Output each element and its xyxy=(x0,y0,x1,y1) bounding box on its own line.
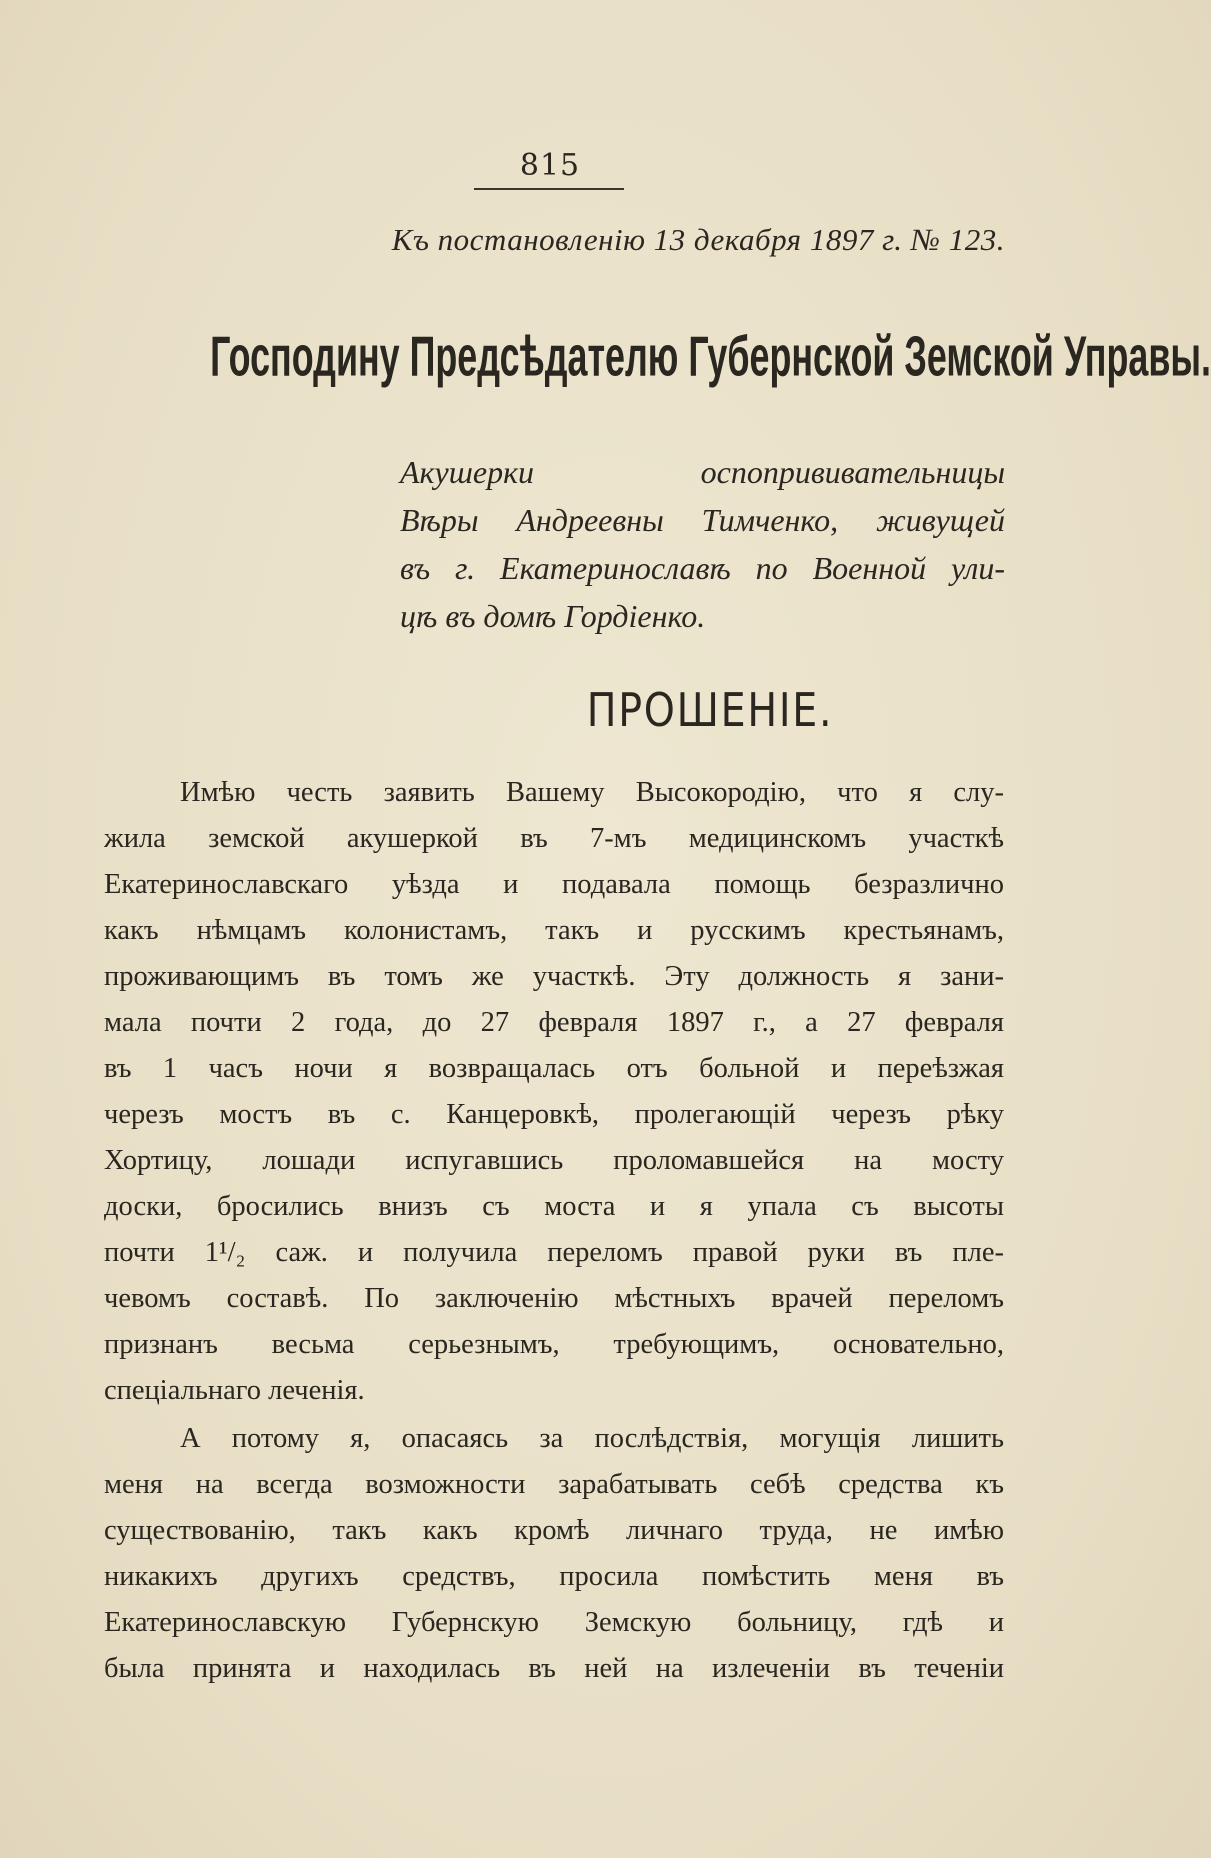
petitioner-block xyxy=(400,448,1005,640)
petition-body xyxy=(104,770,1004,1692)
petitioner-line: въ г. Екатеринославѣ по Военной ули- xyxy=(400,550,1005,586)
text-line: признанъ весьма серьезнымъ, требующимъ, основательно, xyxy=(104,1329,1004,1360)
paragraph xyxy=(104,1416,1004,1692)
text-line: доски, бросились внизъ съ моста и я упала съ высоты xyxy=(104,1191,1004,1222)
text-line: меня на всегда возможности зарабатывать себѣ средства къ xyxy=(104,1469,1004,1500)
page-number: 815 xyxy=(519,148,581,183)
resolution-reference: Къ постановленію 13 декабря 1897 г. № 123. xyxy=(391,222,1005,257)
text-line: проживающимъ въ томъ же участкѣ. Эту должность я зани- xyxy=(104,961,1004,992)
text-line: мала почти 2 года, до 27 февраля 1897 г., а 27 февраля xyxy=(104,1007,1004,1038)
text-line: жила земской акушеркой въ 7-мъ медицинскомъ участкѣ xyxy=(104,823,1004,854)
petitioner-line: Вѣры Андреевны Тимченко, живущей xyxy=(400,502,1005,538)
text-line: какъ нѣмцамъ колонистамъ, такъ и русскимъ крестьянамъ, xyxy=(104,915,1004,946)
text-line: спеціальнаго леченія. xyxy=(104,1375,365,1406)
text-line: чевомъ составѣ. По заключенію мѣстныхъ врачей переломъ xyxy=(104,1283,1004,1314)
text-line: Имѣю честь заявить Вашему Высокородію, что я слу- xyxy=(180,777,1004,808)
text-line: существованію, такъ какъ кромѣ личнаго труда, не имѣю xyxy=(104,1515,1004,1546)
petitioner-line: Акушерки оспопрививательницы xyxy=(400,454,1005,490)
text-line: черезъ мостъ въ с. Канцеровкѣ, пролегающій черезъ рѣку xyxy=(104,1099,1004,1130)
addressee-heading: Господину Предсѣдателю Губернской Земской Управы. xyxy=(210,324,1211,388)
text-line: была принята и находилась въ ней на излеченіи въ теченіи xyxy=(104,1653,1004,1684)
text-line: почти 1¹/₂ саж. и получила переломъ правой руки въ пле- xyxy=(104,1237,1004,1268)
text-line: никакихъ другихъ средствъ, просила помѣстить меня въ xyxy=(104,1561,1004,1592)
text-line: А потому я, опасаясь за послѣдствія, могущія лишить xyxy=(180,1423,1004,1454)
text-line: въ 1 часъ ночи я возвращалась отъ больной и переѣзжая xyxy=(104,1053,1004,1084)
petitioner-line: цѣ въ домѣ Гордіенко. xyxy=(400,598,706,634)
paragraph xyxy=(104,770,1004,1414)
page-number-rule xyxy=(474,188,624,190)
document-title: ПРОШЕНІЕ. xyxy=(586,683,834,737)
text-line: Хортицу, лошади испугавшись проломавшейся на мосту xyxy=(104,1145,1004,1176)
text-line: Екатеринославскаго уѣзда и подавала помощь безразлично xyxy=(104,869,1004,900)
text-line: Екатеринославскую Губернскую Земскую больницу, гдѣ и xyxy=(104,1607,1004,1638)
